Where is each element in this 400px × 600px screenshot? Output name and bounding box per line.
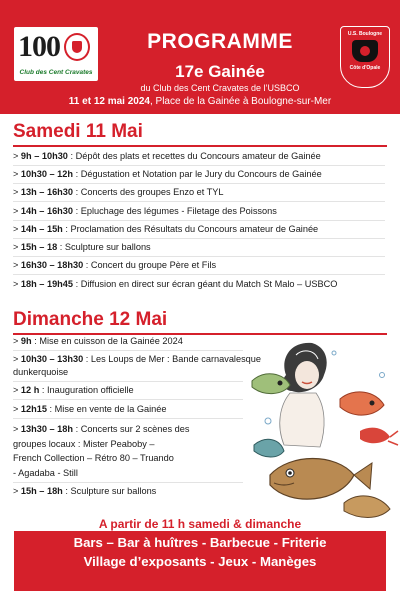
sunday-event: > 10h30 – 13h30 : Les Loups de Mer : Bande carnavalesque dunkerquoise (13, 354, 262, 377)
saturday-event: > 10h30 – 12h : Dégustation et Notation par le Jury du Concours de Gainée (13, 169, 322, 179)
row-separator (13, 183, 385, 184)
saturday-event: > 18h – 19h45 : Diffusion en direct sur écran géant du Match St Malo – USBCO (13, 279, 338, 289)
row-separator (13, 256, 385, 257)
bubble (332, 351, 336, 355)
shield-icon (64, 33, 90, 61)
saturday-event: > 13h – 16h30 : Concerts des groupes Enzo et TYL (13, 187, 224, 197)
saturday-event: > 16h30 – 18h30 : Concert du groupe Père et Fils (13, 260, 217, 270)
row-separator (13, 418, 243, 419)
event-date: 11 et 12 mai 2024 (68, 96, 150, 107)
event-location: , Place de la Gainée à Boulogne-sur-Mer (149, 96, 332, 107)
usbco-logo (340, 26, 390, 88)
green-fish (252, 374, 290, 394)
saturday-event: > 14h – 15h : Proclamation des Résultats du Concours amateur de Gainée (13, 224, 319, 234)
row-separator (13, 350, 243, 351)
row-separator (13, 482, 243, 483)
fish-tail (354, 463, 372, 489)
saturday-event: > 9h – 10h30 : Dépôt des plats et recettes du Concours amateur de Gainée (13, 151, 321, 161)
club-logo-numeral: 100 (18, 30, 60, 63)
opening-hours-note: A partir de 11 h samedi & dimanche (98, 517, 302, 531)
row-separator (13, 399, 243, 400)
sunday-event: > 13h30 – 18h : Concerts sur 2 scènes des groupes locaux : Mister Peaboby – French Collection – Rétro 80 – Truando - Agadaba - Still (13, 424, 190, 478)
saturday-event: > 14h – 16h30 : Epluchage des légumes - Filetage des Poissons (13, 206, 277, 216)
row-separator (13, 165, 385, 166)
banner-line: Bars – Bar à huîtres - Barbecue - Friterie (73, 535, 327, 550)
crest-icon (352, 40, 378, 62)
saturday-event: > 15h – 18 : Sculpture sur ballons (13, 242, 151, 252)
big-brown-fish (270, 459, 354, 500)
teal-fish (254, 439, 284, 457)
header (0, 0, 400, 114)
edition-subtitle: du Club des Cent Cravates de l’USBCO (140, 83, 300, 93)
fish-pupil (288, 471, 292, 475)
sunday-event: > 15h – 18h : Sculpture sur ballons (13, 486, 157, 496)
fish-and-woman-illustration-icon (250, 335, 400, 535)
usbco-logo-bottom: Côte d'Opale (349, 65, 381, 71)
row-separator (13, 238, 385, 239)
small-fish (344, 496, 390, 518)
saturday-title: Samedi 11 Mai (13, 121, 143, 142)
usbco-logo-top: U.S. Boulogne (347, 31, 383, 37)
crab-shape (360, 428, 390, 444)
bubble (380, 373, 385, 378)
sunday-event: > 9h : Mise en cuisson de la Gainée 2024 (13, 336, 183, 346)
edition-title: 17e Gainée (175, 62, 265, 81)
row-separator (13, 201, 385, 202)
page-title: PROGRAMME (147, 30, 293, 53)
attractions-banner (14, 531, 386, 591)
saturday-divider (13, 145, 387, 147)
club-logo-text: Club des Cent Cravates (19, 69, 93, 76)
body-shape (280, 393, 324, 447)
row-separator (13, 274, 385, 275)
bubble (265, 418, 271, 424)
event-date-location (20, 96, 380, 107)
fish-eye (370, 401, 375, 406)
face-shape (295, 361, 319, 389)
sunday-event: > 12h15 : Mise en vente de la Gainée (13, 404, 167, 414)
row-separator (13, 220, 385, 221)
sunday-title: Dimanche 12 Mai (13, 309, 168, 330)
fish-eye (278, 381, 283, 386)
club-cent-cravates-logo (14, 27, 98, 81)
row-separator (13, 381, 243, 382)
sunday-event: > 12 h : Inauguration officielle (13, 385, 134, 395)
red-fish (340, 392, 384, 415)
banner-line: Village d’exposants - Jeux - Manèges (83, 554, 317, 569)
crab-legs (388, 431, 398, 445)
